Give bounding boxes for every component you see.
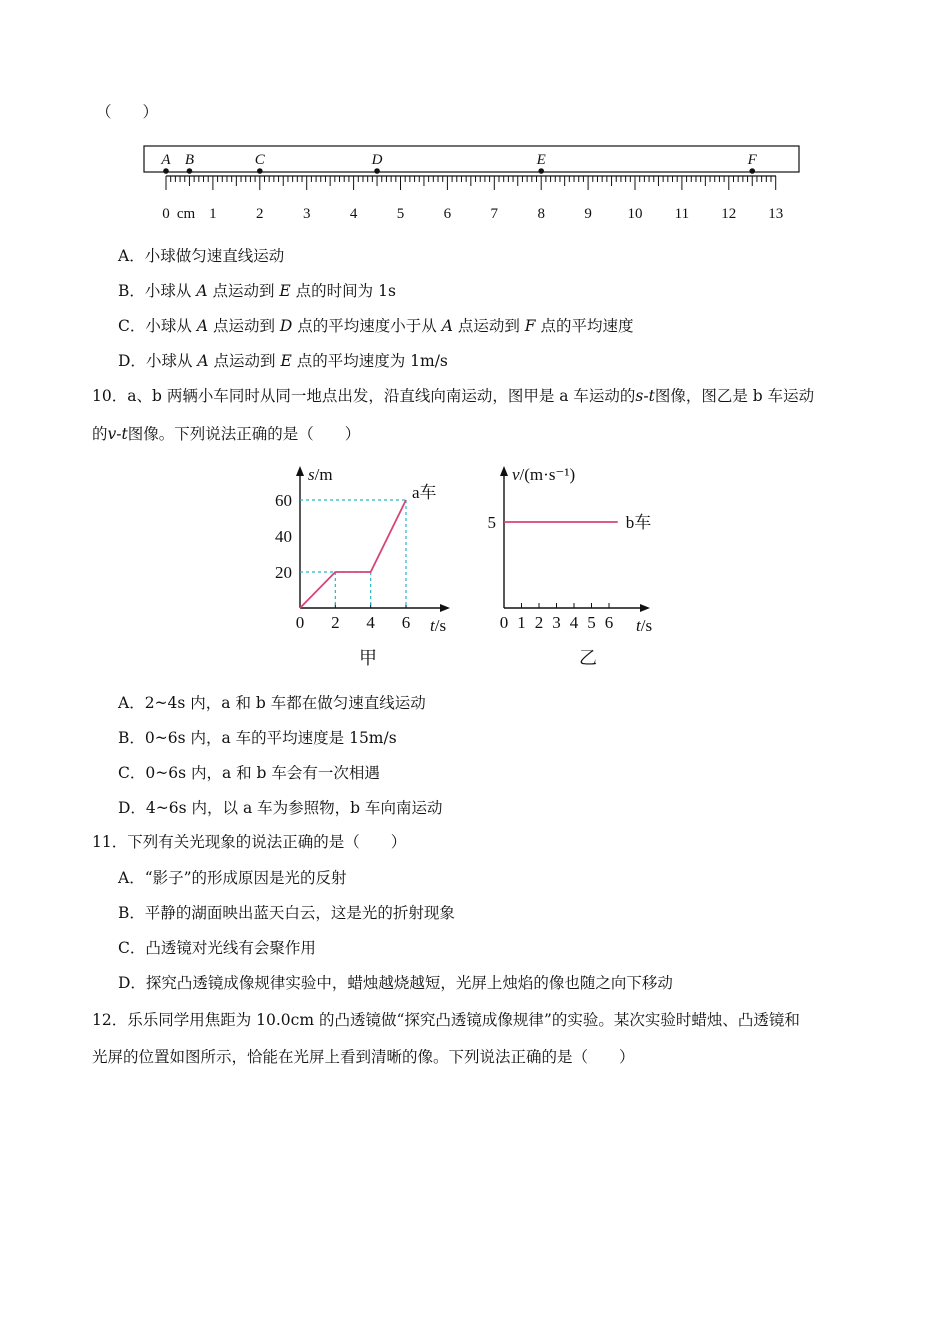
ruler-number: 2	[256, 206, 264, 222]
option-letter: D．	[118, 352, 146, 370]
ruler-point-label: A	[161, 152, 171, 168]
q11-number: 11．	[92, 833, 128, 851]
ruler-point-label: C	[254, 152, 265, 168]
q10-option: B．0~6s 内，a 车的平均速度是 15m/s	[118, 729, 397, 747]
q10-option: D．4~6s 内，以 a 车为参照物，b 车向南运动	[118, 799, 443, 817]
x-axis-arrow	[640, 604, 650, 612]
chart-jia	[275, 465, 450, 668]
x-tick-label: 4	[366, 613, 375, 632]
option-text: 点运动到	[212, 317, 275, 335]
q11-stem: 11．下列有关光现象的说法正确的是（ ）	[92, 833, 407, 851]
y-axis-label: v/(m·s⁻¹)	[512, 465, 576, 484]
q12-number: 12．	[92, 1011, 128, 1029]
chart-caption: 乙	[579, 648, 597, 668]
q11-option: C．凸透镜对光线有会聚作用	[118, 939, 316, 957]
y-axis-arrow	[296, 466, 304, 476]
ruler-number: 6	[443, 206, 452, 222]
ruler-unit: cm	[176, 206, 196, 222]
answer-bracket: （ ）	[96, 103, 159, 121]
ruler-number: 13	[768, 206, 784, 222]
y-tick-label: 5	[487, 513, 496, 532]
option-letter: C．	[118, 317, 146, 335]
ruler-number: 11	[674, 206, 690, 222]
option-text: 小球从	[145, 317, 192, 335]
y-axis-label: s/m	[308, 465, 333, 484]
x-tick-label: 0	[295, 613, 305, 632]
chart-yi	[488, 465, 653, 668]
ruler-number: 7	[490, 206, 499, 222]
x-axis-label: t/s	[636, 616, 653, 635]
option-text: 点的时间为 1s	[295, 282, 396, 300]
q12-stem-line2: 光屏的位置如图所示，恰能在光屏上看到清晰的像。下列说法正确的是（ ）	[92, 1048, 635, 1066]
q10-stem-line2: 的v-t图像。下列说法正确的是（ ）	[92, 425, 361, 443]
q10-stem-line1: 10．a、b 两辆小车同时从同一地点出发，沿直线向南运动，图甲是 a 车运动的s-t图像，图乙是 b 车运动	[92, 387, 815, 405]
x-tick-label: 2	[331, 613, 340, 632]
x-tick-label: 5	[587, 613, 596, 632]
ruler-number: 0	[162, 206, 170, 222]
option-letter: A．	[118, 247, 145, 265]
option-text: 小球做匀速直线运动	[144, 247, 285, 265]
ruler-point-label: B	[184, 152, 195, 168]
option-text: 点的平均速度为 1m/s	[296, 352, 448, 370]
x-tick-label: 0	[499, 613, 509, 632]
ruler-number: 10	[627, 206, 643, 222]
point-variable: A	[436, 317, 458, 335]
x-tick-label: 6	[401, 613, 411, 632]
q11-option: D．探究凸透镜成像规律实验中，蜡烛越烧越短，光屏上烛焰的像也随之向下移动	[118, 974, 673, 992]
ruler-point-label: F	[747, 152, 757, 168]
y-tick-label: 60	[275, 491, 292, 510]
series-a-line	[300, 500, 406, 608]
ruler-number: 8	[537, 206, 545, 222]
option-text: 点运动到	[213, 352, 276, 370]
q11-option: B．平静的湖面映出蓝天白云，这是光的折射现象	[118, 904, 455, 922]
ruler-point-label: D	[371, 152, 383, 168]
y-axis-arrow	[500, 466, 508, 476]
option-text: 点运动到	[457, 317, 520, 335]
point-variable: E	[275, 352, 297, 370]
option-text: 点运动到	[212, 282, 275, 300]
ruler-number: 3	[302, 206, 311, 222]
q11-option: A．“影子”的形成原因是光的反射	[118, 869, 347, 887]
x-axis-arrow	[440, 604, 450, 612]
point-variable: D	[274, 317, 298, 335]
ruler-number: 1	[209, 206, 217, 222]
x-tick-label: 3	[552, 613, 561, 632]
series-label: a车	[412, 483, 437, 502]
point-variable: A	[192, 352, 214, 370]
point-variable: E	[274, 282, 296, 300]
x-tick-label: 4	[569, 613, 579, 632]
ruler-number: 12	[721, 206, 737, 222]
option-text: 小球从	[145, 352, 193, 370]
series-label: b车	[625, 513, 652, 532]
point-variable: A	[191, 282, 213, 300]
x-tick-label: 6	[604, 613, 614, 632]
x-tick-label: 2	[534, 613, 544, 632]
option-text: 点的平均速度	[540, 317, 634, 335]
y-tick-label: 40	[275, 527, 292, 546]
x-tick-label: 1	[517, 613, 526, 632]
point-variable: F	[519, 317, 541, 335]
option-text: 点的平均速度小于从	[297, 317, 437, 335]
y-tick-label: 20	[275, 563, 292, 582]
ruler-number: 9	[584, 206, 592, 222]
ruler-number: 4	[349, 206, 358, 222]
point-variable: A	[191, 317, 213, 335]
option-letter: B．	[118, 282, 145, 300]
x-axis-label: t/s	[430, 616, 447, 635]
q10-number: 10．	[92, 387, 128, 405]
q10-option: C．0~6s 内，a 和 b 车会有一次相遇	[118, 764, 380, 782]
chart-caption: 甲	[359, 648, 377, 668]
ruler-number: 5	[396, 206, 405, 222]
option-text: 小球从	[144, 282, 192, 300]
ruler-point-label: E	[536, 152, 546, 168]
q10-option: A．2~4s 内，a 和 b 车都在做匀速直线运动	[118, 694, 426, 712]
q12-stem-line1: 12．乐乐同学用焦距为 10.0cm 的凸透镜做“探究凸透镜成像规律”的实验。某次实验时蜡烛、凸透镜和	[92, 1011, 800, 1029]
